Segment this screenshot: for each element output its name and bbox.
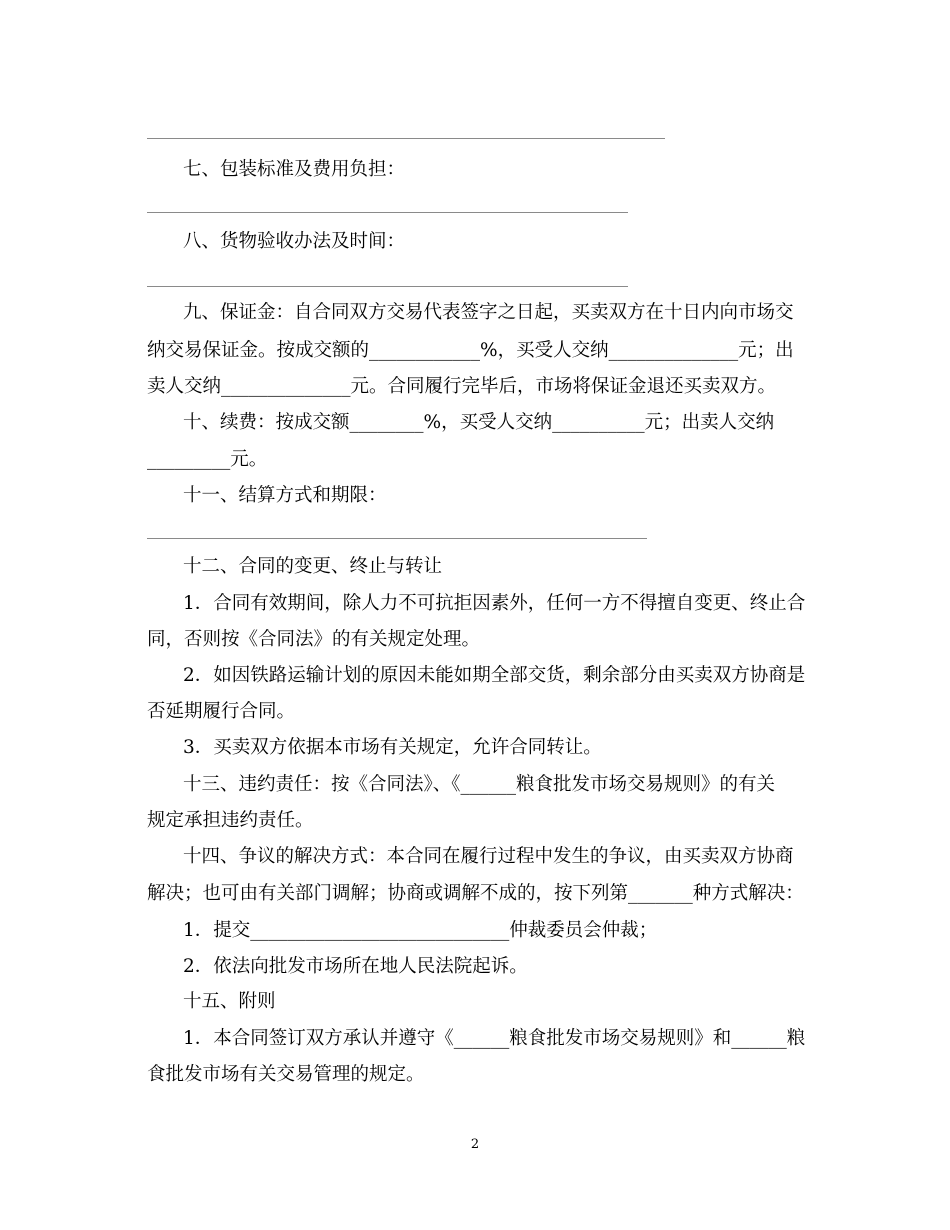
clause-12-item-2-line: 2．如因铁路运输计划的原因未能如期全部交货，剩余部分由买卖双方协商是 [183, 665, 806, 686]
clause-14-option-2: 2．依法向批发市场所在地人民法院起诉。 [183, 956, 528, 977]
clause-12-item-3: 3．买卖双方依据本市场有关规定，允许合同转让。 [183, 737, 602, 758]
clause-8-acceptance: 八、货物验收办法及时间： [183, 231, 406, 252]
clause-7-packaging: 七、包装标准及费用负担： [183, 159, 406, 180]
blank-fill-line [147, 212, 628, 213]
clause-12-item-1-line: 1．合同有效期间，除人力不可抗拒因素外，任何一方不得擅自变更、终止合 [183, 593, 806, 614]
clause-15-heading: 十五、附则 [183, 991, 276, 1012]
clause-15-item-1-line: 1．本合同签订双方承认并遵守《______粮食批发市场交易规则》和______粮 [183, 1028, 806, 1049]
clause-13-liability-line: 十三、违约责任：按《合同法》、《______粮食批发市场交易规则》的有关 [183, 774, 776, 795]
blank-fill-line [147, 138, 665, 139]
clause-9-deposit-line: 纳交易保证金。按成交额的____________%，买受人交纳______________元；出 [147, 340, 794, 361]
blank-fill-line [147, 538, 647, 539]
clause-12-heading: 十二、合同的变更、终止与转让 [183, 556, 443, 577]
clause-14-option-1: 1．提交____________________________仲裁委员会仲裁； [183, 920, 658, 941]
clause-12-item-1-line: 同，否则按《合同法》的有关规定处理。 [147, 629, 481, 650]
clause-9-deposit-line: 九、保证金：自合同双方交易代表签字之日起，买卖双方在十日内向市场交 [183, 302, 794, 323]
clause-10-fee-line: _________元。 [147, 449, 268, 470]
clause-14-dispute-line: 解决；也可由有关部门调解；协商或调解不成的，按下列第_______种方式解决： [147, 883, 804, 904]
clause-12-item-2-line: 否延期履行合同。 [147, 701, 296, 722]
page-number: 2 [470, 1137, 480, 1152]
clause-11-settlement: 十一、结算方式和期限： [183, 485, 387, 506]
clause-14-dispute-line: 十四、争议的解决方式：本合同在履行过程中发生的争议，由买卖双方协商 [183, 846, 794, 867]
clause-10-fee-line: 十、续费：按成交额________%，买受人交纳__________元；出卖人交纳 [183, 412, 775, 433]
blank-fill-line [147, 286, 628, 287]
clause-13-liability-line: 规定承担违约责任。 [147, 810, 314, 831]
clause-15-item-1-line: 食批发市场有关交易管理的规定。 [147, 1064, 425, 1085]
clause-9-deposit-line: 卖人交纳______________元。合同履行完毕后，市场将保证金退还买卖双方。 [147, 376, 777, 397]
